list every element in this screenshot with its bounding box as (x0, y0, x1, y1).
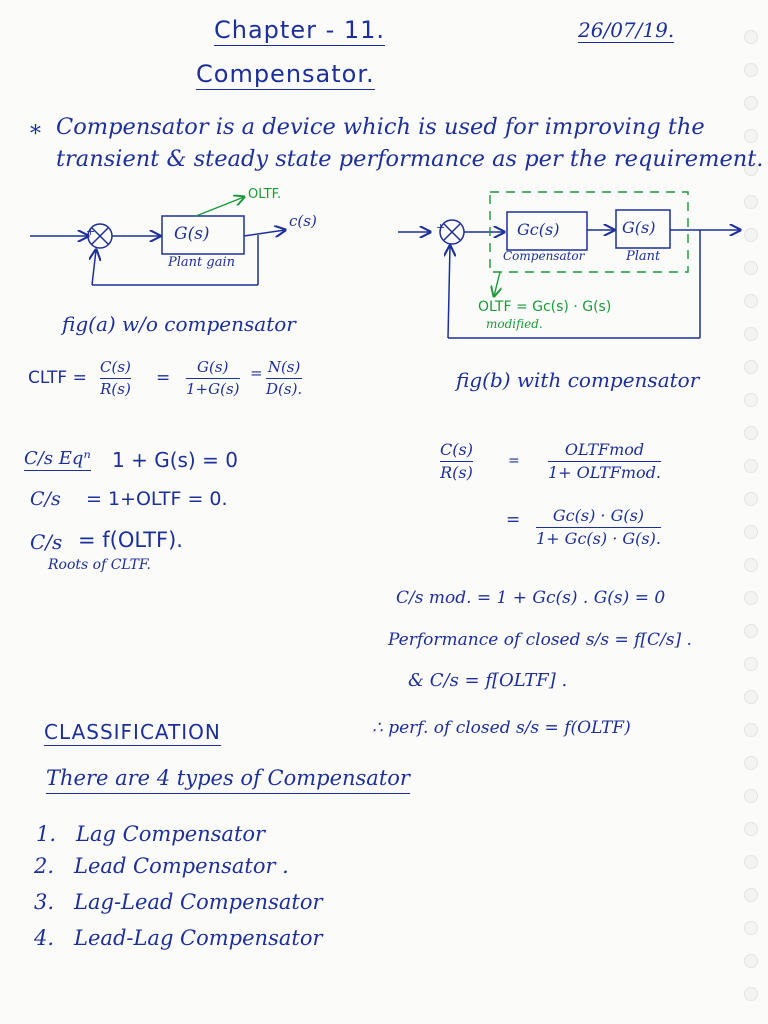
performance-line-1: Performance of closed s/s = f[C/s] . (388, 630, 692, 650)
char-eq-line-4: Roots of CLTF. (48, 557, 151, 573)
char-eq-line-1: 1 + G(s) = 0 (112, 448, 238, 472)
char-eq-line-2-right: = 1+OLTF = 0. (86, 488, 228, 510)
numerator: C(s) (100, 358, 131, 376)
bullet: * (30, 122, 41, 147)
denominator: R(s) (440, 463, 473, 482)
fig-b-compensator-caption: Compensator (503, 249, 585, 263)
numerator: N(s) (267, 358, 301, 376)
fig-a-sum-sign: + (86, 225, 96, 238)
list-item-label: Lead Compensator . (74, 854, 289, 878)
definition-line-1: Compensator is a device which is used for improving the (56, 114, 705, 140)
right-fraction-1 (440, 442, 473, 481)
definition-line-2: transient & steady state performance as per the requirement. (56, 146, 764, 172)
char-eq-line-2-left: C/s (30, 488, 61, 510)
numerator: OLTFmod (564, 440, 645, 459)
right-equals-1: = (508, 453, 520, 469)
fig-b-sum-sign: + (436, 221, 446, 234)
numerator: G(s) (197, 358, 229, 376)
list-item-number: 3. (34, 890, 55, 914)
fig-b-plant-caption: Plant (626, 249, 661, 264)
fig-a-caption: fig(a) w/o compensator (62, 312, 296, 336)
list-item-number: 4. (34, 926, 55, 950)
fig-b-compensator-block-label: Gc(s) (517, 220, 560, 239)
list-item-number: 2. (34, 854, 55, 878)
right-equals-2: = (506, 510, 521, 530)
list-item (34, 890, 323, 914)
fig-a-output-label: c(s) (289, 212, 317, 230)
list-item-label: Lag Compensator (76, 822, 266, 846)
cs-mod-equation: C/s mod. = 1 + Gc(s) . G(s) = 0 (396, 588, 666, 608)
fig-a-oltf-label: OLTF. (248, 187, 282, 202)
performance-line-3: ∴ perf. of closed s/s = f(OLTF) (372, 718, 631, 738)
list-item-label: Lead-Lag Compensator (74, 926, 323, 950)
classification-intro: There are 4 types of Compensator (46, 768, 410, 794)
denominator: 1+G(s) (186, 380, 240, 398)
list-item (34, 854, 289, 878)
denominator: R(s) (100, 380, 131, 398)
list-item-label: Lag-Lead Compensator (74, 890, 323, 914)
char-eq-line-3-right: = f(OLTF). (78, 528, 183, 552)
fig-b-modified-label: modified. (486, 317, 543, 331)
right-fraction-2 (548, 442, 661, 481)
fig-b-plant-block-label: G(s) (622, 218, 656, 237)
list-item (34, 926, 323, 950)
fig-a-plant-caption: Plant gain (168, 255, 235, 270)
fig-b-oltf-equation: OLTF = Gc(s) · G(s) (478, 299, 612, 315)
cltf-fraction-1 (100, 360, 131, 397)
char-eq-line-3-left: C/s (30, 530, 63, 554)
cltf-label: CLTF = (28, 368, 87, 388)
cltf-fraction-2 (186, 360, 240, 397)
cltf-equals-2: = (250, 364, 263, 382)
fig-a-plant-block-label: G(s) (174, 224, 210, 244)
performance-line-2: & C/s = f[OLTF] . (408, 670, 568, 691)
classification-heading: CLASSIFICATION (44, 720, 221, 744)
denominator: 1+ Gc(s) · G(s). (536, 529, 661, 548)
char-eq-label: C/s Eqⁿ (24, 448, 91, 469)
list-item (36, 822, 265, 846)
topic-title: Compensator. (196, 60, 375, 88)
fig-b-caption: fig(b) with compensator (456, 368, 700, 392)
cltf-equals-1: = (156, 368, 171, 388)
denominator: D(s). (266, 380, 303, 398)
list-item-number: 1. (36, 822, 57, 846)
chapter-title: Chapter - 11. (214, 16, 386, 44)
right-fraction-3 (536, 508, 661, 547)
numerator: C(s) (440, 440, 473, 459)
denominator: 1+ OLTFmod. (548, 463, 662, 482)
date: 26/07/19. (578, 18, 675, 42)
cltf-fraction-3 (266, 360, 302, 397)
numerator: Gc(s) · G(s) (552, 506, 645, 525)
